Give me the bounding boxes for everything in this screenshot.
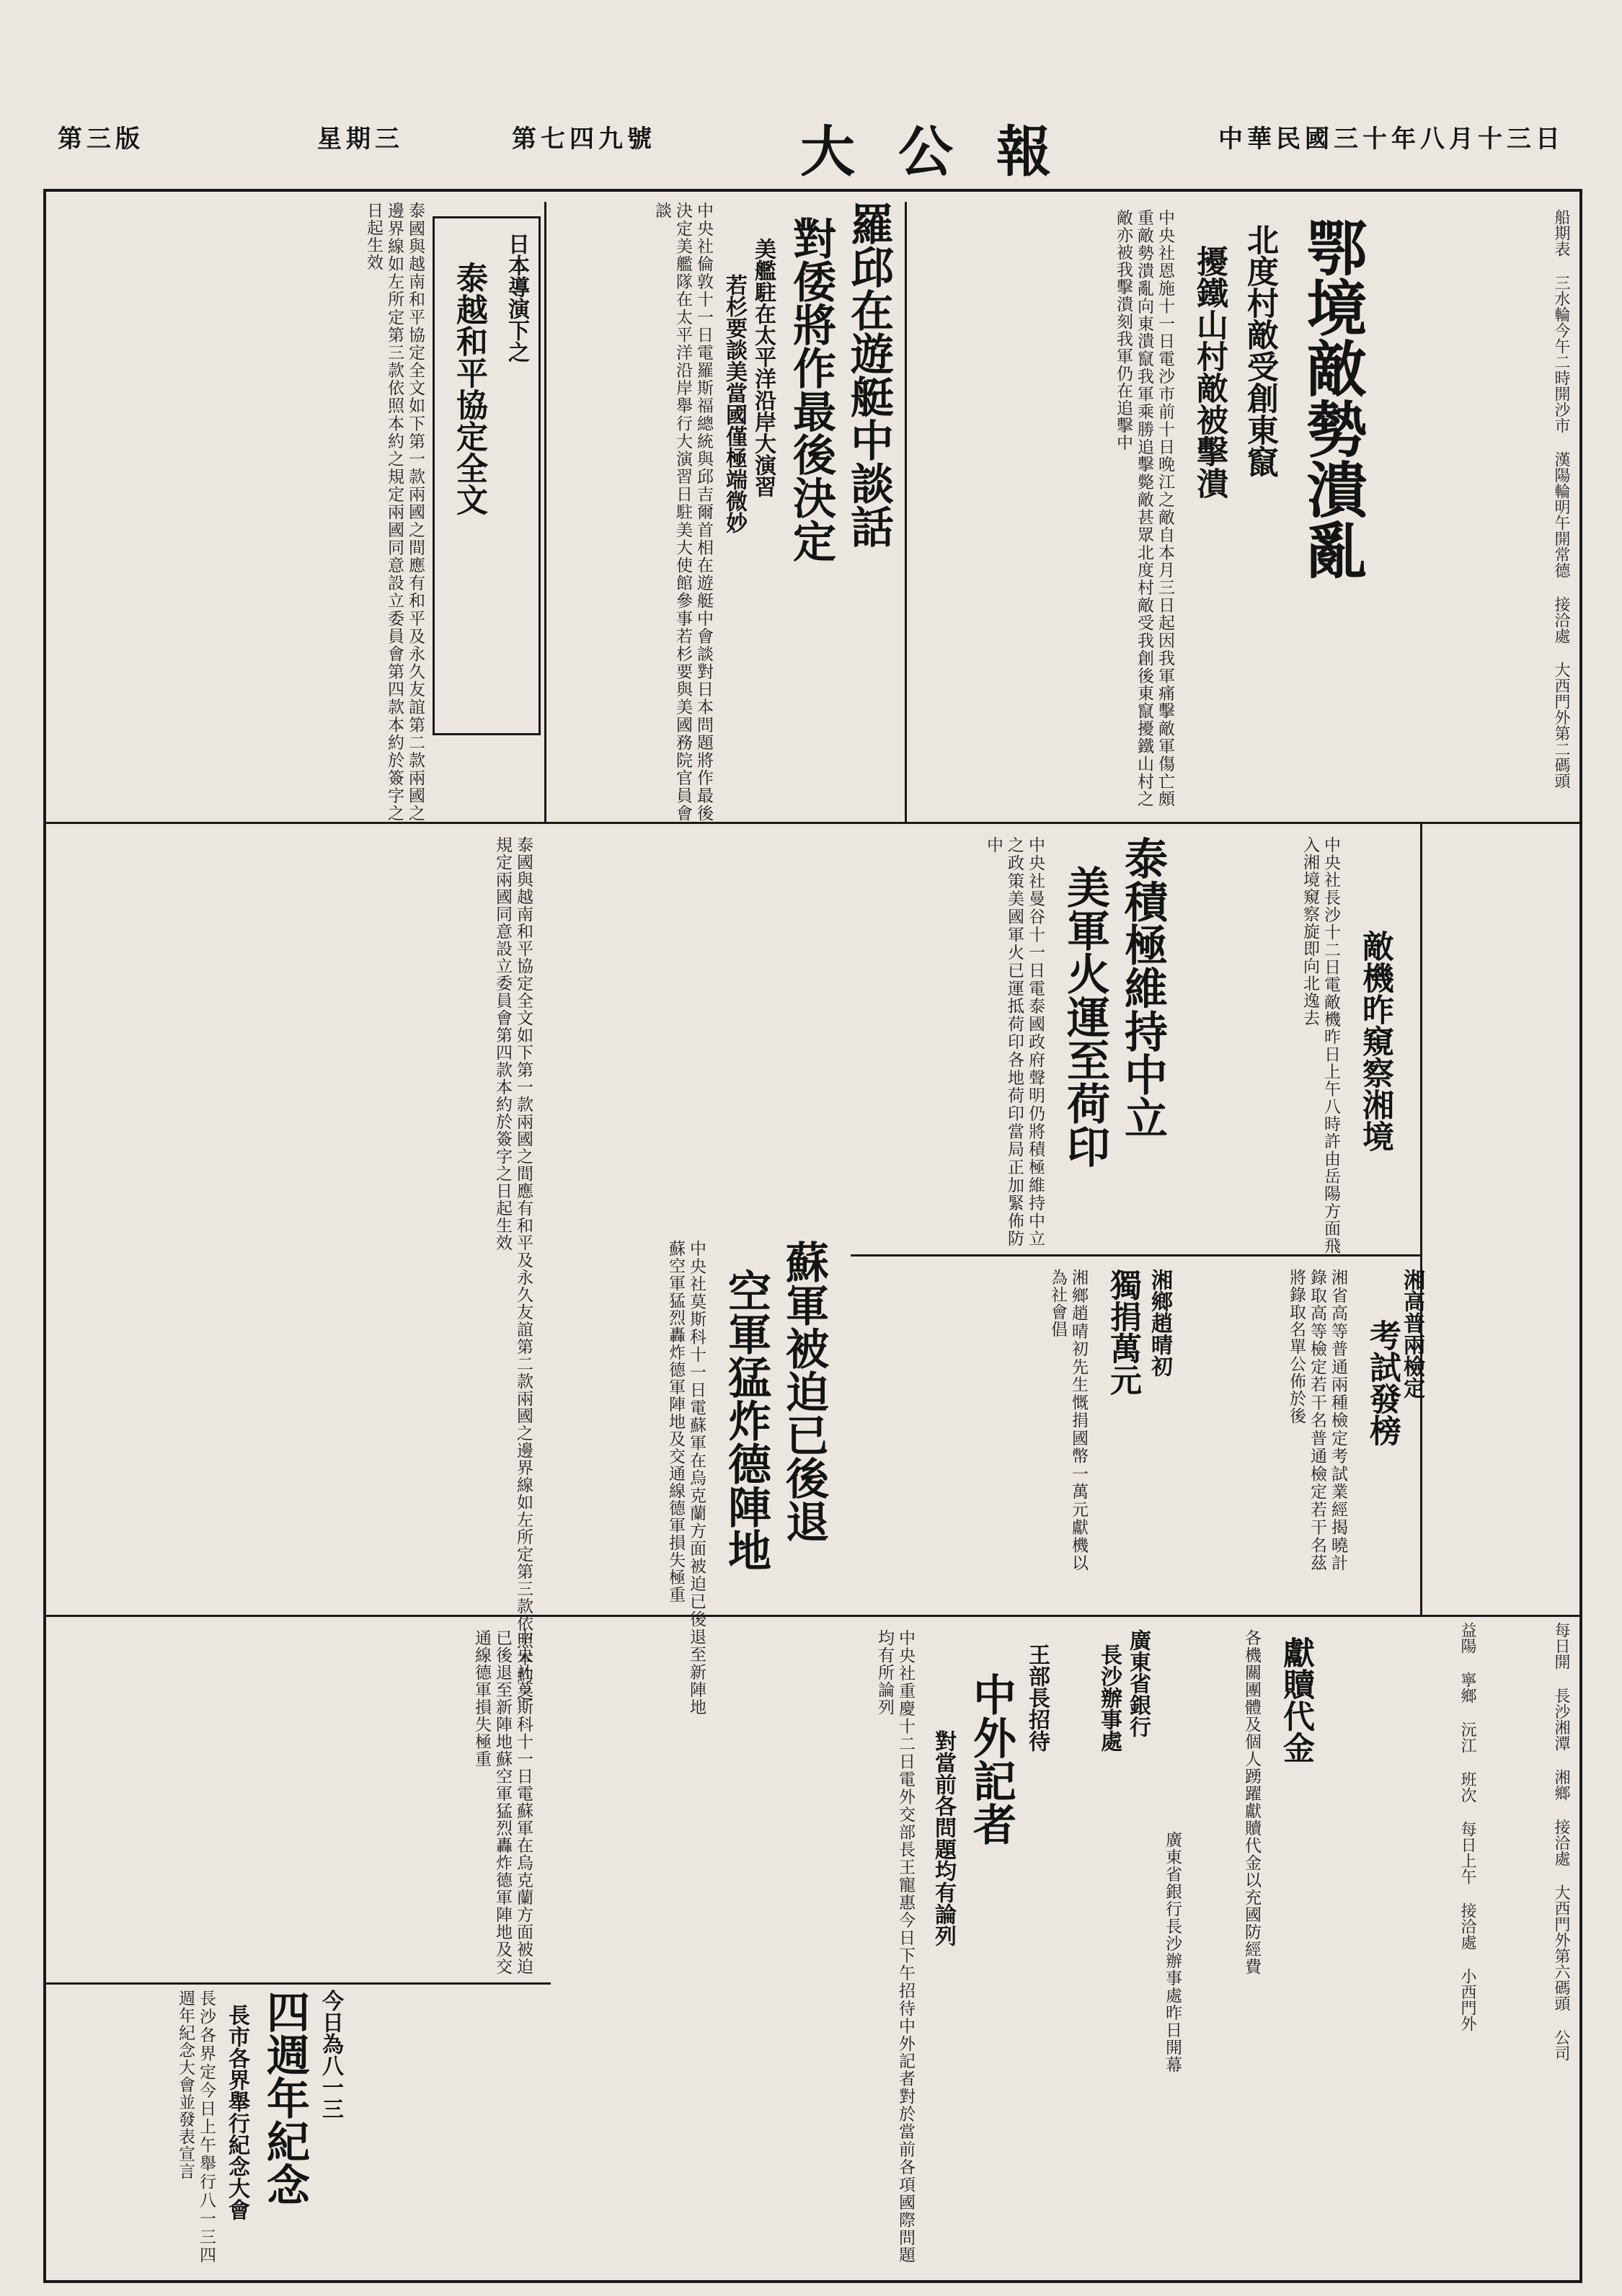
headline-enemy-plane: 敵機昨窺察湘境 xyxy=(1357,930,1393,1152)
headline-e-border: 鄂境敵勢潰亂 xyxy=(1297,216,1368,580)
horizontal-rule xyxy=(851,1254,1420,1256)
headline-thai: 泰積極維持中立 xyxy=(1117,836,1168,1139)
subheadline-e-border-1: 北度村敵受創東竄 xyxy=(1241,223,1278,477)
headline-bank: 廣東省銀行 xyxy=(1125,1629,1151,1737)
subheadline-roosevelt-2: 美艦駐在太平洋沿岸大演習 xyxy=(750,238,776,497)
subheadline-reporters-2: 對當前各問題均有論列 xyxy=(931,1730,956,1946)
article-body-memorial: 長沙各界定今日上午舉行八一三四週年紀念大會並發表宣言 xyxy=(176,1990,216,2264)
headline-gift: 獻贖代金 xyxy=(1277,1636,1314,1763)
ad-col-3: 益陽 寧鄉 沅江 班次 每日上午 接洽處 小西門外 xyxy=(1458,1622,1476,2031)
article-body-e-border: 中央社恩施十一日電沙市前十日晚江之敵自本月三日起因我軍痛擊敵軍傷亡頗重敵勢潰亂向東潰竄我軍乘勝追擊斃敵甚眾北度村敵受我創後東竄擾鐵山村之敵亦被我擊潰刻我軍仍在追擊中 xyxy=(1114,209,1174,807)
column-rule xyxy=(905,202,907,822)
article-body-gift: 各機關團體及個人踴躍獻贖代金以充國防經費 xyxy=(1242,1629,1261,1975)
horizontal-rule xyxy=(46,1615,1579,1617)
issue-number: 第七四九號 xyxy=(512,125,656,154)
masthead xyxy=(50,108,1572,184)
subheadline-memorial-1: 今日為八一三 xyxy=(318,1990,343,2119)
subheadline-donation: 湘鄉趙晴初 xyxy=(1147,1269,1172,1377)
article-body-reporters: 中央社重慶十二日電外交部長王寵惠今日下午招待中外記者對於當前各項國際問題均有所論列 xyxy=(875,1629,915,2264)
subheadline-roosevelt-3: 若杉要談美當國僅極端微妙 xyxy=(722,274,747,533)
weekday: 星期三 xyxy=(317,125,404,154)
column-rule xyxy=(544,202,546,822)
headline-soviet: 蘇軍被迫已後退 xyxy=(779,1240,829,1543)
headline-exam: 考試發榜 xyxy=(1364,1319,1401,1446)
headline-reporters: 中外記者 xyxy=(966,1672,1016,1845)
article-body-thai: 中央社曼谷十一日電泰國政府聲明仍將積極維持中立之政策美國軍火已運抵荷印各地荷印當局正加緊佈防中 xyxy=(984,836,1045,1247)
subheadline-memorial-2: 長市各界舉行紀念大會 xyxy=(224,2004,249,2220)
article-body-exam: 湘省高等普通兩種檢定考試業經揭曉計錄取高等檢定若干名普通檢定若干名茲將錄取名單公佈於後 xyxy=(1287,1269,1347,1572)
headline-box-japan-siam xyxy=(433,216,541,735)
subheadline-thai: 美軍火運至荷印 xyxy=(1060,865,1110,1168)
headline-japan-siam: 日本導演下之 xyxy=(504,233,529,363)
article-body-donation: 湘鄉趙晴初先生慨捐國幣一萬元獻機以為社會倡 xyxy=(1048,1269,1088,1572)
subheadline-exam: 湘高普兩檢定 xyxy=(1399,1269,1424,1399)
subheadline-roosevelt-1: 對倭將作最後決定 xyxy=(786,216,836,562)
subheadline-bank: 長沙辦事處 xyxy=(1096,1644,1122,1752)
article-body-roosevelt: 中央社倫敦十一日電羅斯福總統與邱吉爾首相在遊艇中會談對日本問題將作最後決定美艦隊在太平洋沿岸舉行大演習日駐美大使館參事若杉要與美國務院官員會談 xyxy=(652,202,713,822)
headline-roosevelt: 羅邱在遊艇中談話 xyxy=(843,202,894,548)
headline-donation: 獨捐萬元 xyxy=(1104,1269,1141,1396)
horizontal-rule xyxy=(46,822,1579,824)
column-rule xyxy=(1420,822,1422,1615)
article-body-enemy-plane: 中央社長沙十二日電敵機昨日上午八時許由岳陽方面飛入湘境窺察旋即向北逸去 xyxy=(1300,836,1340,1254)
article-body-japan-siam-cont: 泰國與越南和平協定全文如下第一款兩國之間應有和平及永久友誼第二款兩國之邊界線如左所定第三款依照本約之規定兩國同意設立委員會第四款本約於簽字之日起生效 xyxy=(493,836,533,1701)
subheadline-soviet: 空軍猛炸德陣地 xyxy=(721,1269,771,1572)
article-body-bank: 廣東省銀行長沙辦事處昨日開幕 xyxy=(1163,1831,1182,2073)
article-body-japan-siam: 泰國與越南和平協定全文如下第一款兩國之間應有和平及永久友誼第二款兩國之邊界線如左所定第三款依照本約之規定兩國同意設立委員會第四款本約於簽字之日起生效 xyxy=(364,202,425,822)
ad-left-strip: 船期表 三水輪今午二時開沙市 漢陽輪明午開常德 接洽處 大西門外第二碼頭 xyxy=(1552,209,1570,789)
subheadline-e-border-2: 擾鐵山村敵被擊潰 xyxy=(1191,245,1228,499)
article-body-soviet: 中央社莫斯科十一日電蘇軍在烏克蘭方面被迫已後退至新陣地蘇空軍猛烈轟炸德軍陣地及交通線德軍損失極重 xyxy=(666,1240,706,1716)
ad-col-2: 每日開 長沙湘潭 湘鄉 接洽處 大西門外第六碼頭 公司 xyxy=(1552,1622,1570,2061)
headline-memorial: 四週年紀念 xyxy=(260,1990,310,2206)
subheadline-japan-siam: 泰越和平協定全文 xyxy=(451,262,487,515)
subheadline-reporters-1: 王部長招待 xyxy=(1024,1644,1050,1752)
article-body-continuation: 中央社莫斯科十一日電蘇軍在烏克蘭方面被迫已後退至新陣地蘇空軍猛烈轟炸德軍陣地及交通線德軍損失極重 xyxy=(472,1629,533,1975)
paper-logo: 大公報 xyxy=(800,120,1094,184)
issue-date: 中華民國三十年八月十三日 xyxy=(1218,125,1564,154)
page-number: 第三版 xyxy=(58,125,144,154)
horizontal-rule xyxy=(46,1982,551,1985)
